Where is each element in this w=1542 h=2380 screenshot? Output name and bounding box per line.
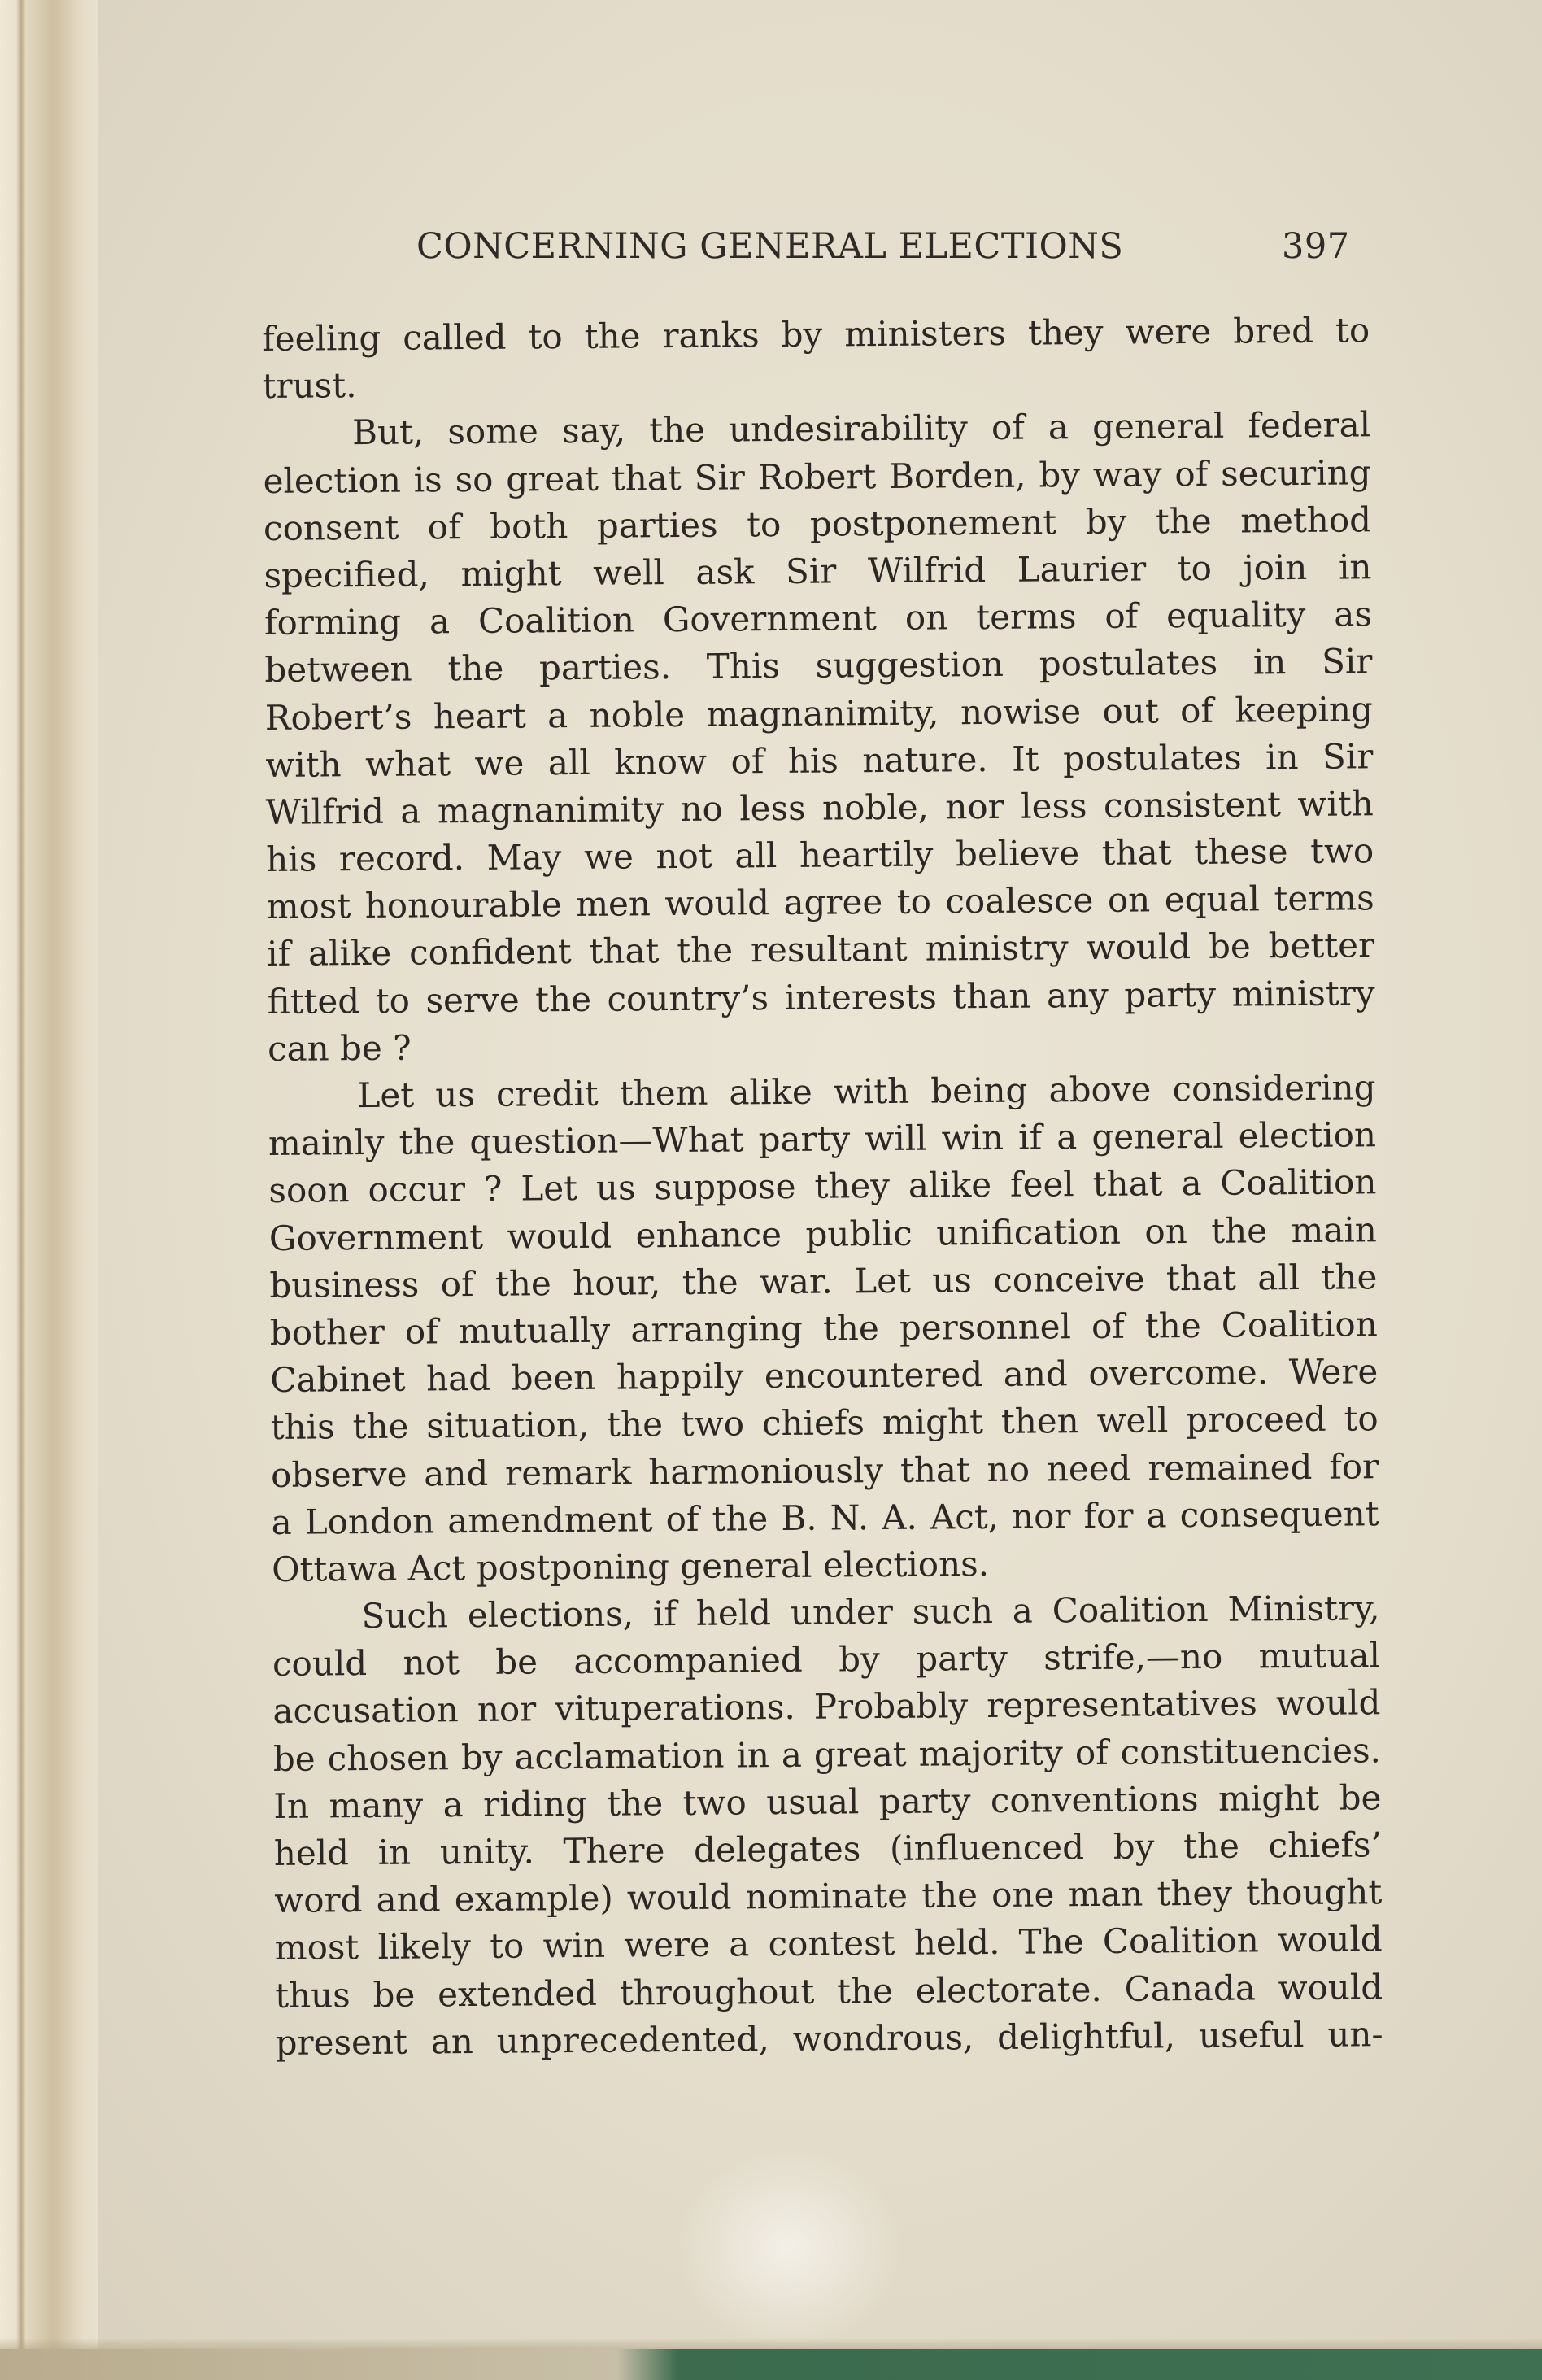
text-line: most honourable men would agree to coalesce on equal terms [266,878,1374,927]
text-line: election is so great that Sir Robert Borden, by way of securing [263,451,1371,501]
text-line: with what we all know of his nature. It postulates in Sir [265,735,1374,785]
text-line: can be ? [267,1027,412,1069]
text-line: mainly the question—What party will win if a general election [268,1114,1377,1164]
text-line: his record. May we not all heartily believe that these two [266,830,1374,880]
text-line: be chosen by acclamation in a great majority of constituencies. [272,1729,1382,1779]
running-head [416,226,1352,267]
text-line: could not be accompanied by party strife,—no mutual [272,1635,1381,1685]
text-line: trust. [262,365,357,407]
text-line: this the situation, the two chiefs might then well proceed to [270,1398,1379,1448]
text-line: Let us credit them alike with being above considering [357,1067,1376,1116]
gutter-shadow [16,0,26,2380]
text-line: thus be extended throughout the electorate. Canada would [275,1966,1383,2016]
text-line: a London amendment of the B. N. A. Act, nor for a consequent [271,1493,1379,1542]
text-line: In many a riding the two usual party conventions might be [273,1777,1382,1826]
text-line: Robert’s heart a noble magnanimity, nowise out of keeping [264,688,1374,738]
book-cover-edge [0,2349,1542,2380]
paper-stain [675,2147,903,2351]
text-line: word and example) would nominate the one man they thought [274,1872,1383,1921]
text-line: soon occur ? Let us suppose they alike feel that a Coalition [268,1162,1377,1211]
text-line: feeling called to the ranks by ministers they were bred to [262,310,1370,359]
text-line: held in unity. There delegates (influenced by the chiefs’ [273,1824,1382,1873]
text-line: Ottawa Act postponing general elections. [271,1543,990,1589]
text-line: Cabinet had been happily encountered and overcome. Were [270,1351,1379,1401]
text-line: specified, might well ask Sir Wilfrid Laurier to join in [264,547,1372,595]
running-head-title: CONCERNING GENERAL ELECTIONS [416,226,1124,267]
text-line: forming a Coalition Government on terms of equality as [264,594,1373,643]
text-line: observe and remark harmoniously that no need remained for [270,1445,1379,1495]
text-line: fitted to serve the country’s interests than any party ministry [267,972,1375,1022]
text-line: Such elections, if held under such a Coalition Ministry, [361,1588,1380,1637]
page-gutter [0,0,98,2380]
text-line: accusation nor vituperations. Probably representatives would [272,1682,1381,1732]
text-line: But, some say, the undesirability of a general federal [351,404,1371,453]
text-line: business of the hour, the war. Let us conceive that all the [269,1257,1378,1306]
text-line: bother of mutually arranging the personnel of the Coalition [269,1304,1378,1353]
body-text [262,307,1383,2067]
page-number: 397 [1282,226,1350,267]
text-line: most likely to win were a contest held. The Coalition would [274,1919,1383,1968]
text-line: present an unprecedented, wondrous, delightful, useful un- [275,2013,1383,2063]
text-line: consent of both parties to postponement by the method [263,499,1372,548]
text-line: if alike confident that the resultant ministry would be better [266,925,1375,974]
text-line: Wilfrid a magnanimity no less noble, nor less consistent with [265,783,1374,832]
text-line: between the parties. This suggestion postulates in Sir [264,641,1373,691]
text-line: Government would enhance public unification on the main [268,1209,1378,1258]
